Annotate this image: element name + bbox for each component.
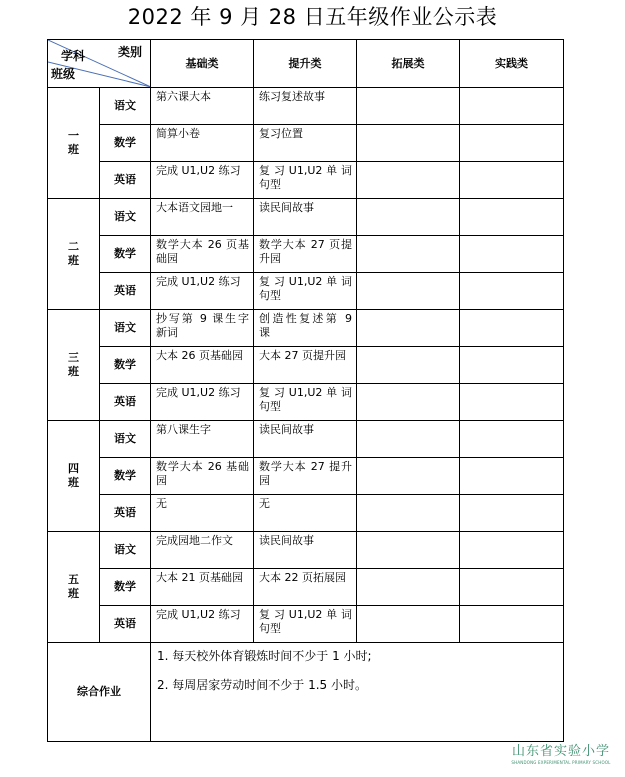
- basic-homework-cell: [151, 310, 254, 347]
- cell-line: 读民间故事: [259, 201, 314, 214]
- table-row: [48, 347, 564, 384]
- basic-homework-cell: [151, 458, 254, 495]
- advanced-homework-cell: [254, 421, 357, 458]
- table-row: [48, 236, 564, 273]
- advanced-homework-cell: [254, 273, 357, 310]
- advanced-homework-cell: [254, 569, 357, 606]
- basic-homework-cell: [151, 384, 254, 421]
- extended-homework-cell: [357, 569, 460, 606]
- table-row: [48, 606, 564, 643]
- table-row: [48, 421, 564, 458]
- advanced-homework-cell: [254, 236, 357, 273]
- subject-cell: 数学: [100, 125, 151, 162]
- cell-line: 大本语文园地一: [156, 201, 233, 214]
- cell-line: 完成 U1,U2 练习: [156, 275, 241, 288]
- subject-cell: 语文: [100, 421, 151, 458]
- cell-line: 无: [156, 497, 167, 510]
- extended-homework-cell: [357, 458, 460, 495]
- subject-cell: 数学: [100, 236, 151, 273]
- header-category-label: 类别: [118, 45, 143, 59]
- page-title: 2022 年 9 月 28 日五年级作业公示表: [127, 5, 498, 29]
- extended-homework-cell: [357, 384, 460, 421]
- practice-homework-cell: [460, 458, 564, 495]
- cell-line: 大本 26 页基础园: [156, 349, 243, 362]
- advanced-homework-cell: [254, 606, 357, 643]
- cell-line: 练习复述故事: [259, 90, 325, 103]
- table-row: [48, 273, 564, 310]
- subject-cell: 语文: [100, 199, 151, 236]
- cell-line: 数学大本 26 页基: [156, 238, 249, 251]
- advanced-homework-cell: [254, 88, 357, 125]
- cell-line: 园: [156, 474, 167, 487]
- advanced-homework-cell: [254, 199, 357, 236]
- cell-line: 大本 21 页基础园: [156, 571, 243, 584]
- table-row: [48, 569, 564, 606]
- class-name: 五班: [68, 573, 79, 600]
- class-name: 一班: [68, 129, 79, 156]
- table-row: [48, 458, 564, 495]
- class-name-cell: [48, 532, 100, 643]
- column-header-advanced: 提升类: [254, 40, 357, 88]
- cell-line: 无: [259, 497, 270, 510]
- table-row: [48, 125, 564, 162]
- subject-cell: 英语: [100, 273, 151, 310]
- logo-english-name: SHANDONG EXPERIMENTAL PRIMARY SCHOOL: [511, 760, 611, 765]
- diagonal-header-cell: [48, 40, 151, 88]
- advanced-homework-cell: [254, 458, 357, 495]
- table-row: [48, 384, 564, 421]
- cell-line: 句型: [259, 178, 281, 191]
- practice-homework-cell: [460, 347, 564, 384]
- table-row: [48, 532, 564, 569]
- table-row: [48, 310, 564, 347]
- practice-homework-cell: [460, 495, 564, 532]
- cell-line: 新词: [156, 326, 178, 339]
- extended-homework-cell: [357, 421, 460, 458]
- cell-line: 抄写第 9 课生字: [156, 312, 249, 325]
- cell-line: 数学大本 26 基础: [156, 460, 249, 473]
- table-row: [48, 199, 564, 236]
- advanced-homework-cell: [254, 495, 357, 532]
- extended-homework-cell: [357, 125, 460, 162]
- practice-homework-cell: [460, 421, 564, 458]
- cell-line: 读民间故事: [259, 423, 314, 436]
- class-name-cell: [48, 421, 100, 532]
- advanced-homework-cell: [254, 125, 357, 162]
- basic-homework-cell: [151, 88, 254, 125]
- advanced-homework-cell: [254, 310, 357, 347]
- extended-homework-cell: [357, 88, 460, 125]
- subject-cell: 英语: [100, 162, 151, 199]
- column-header-basic: 基础类: [151, 40, 254, 88]
- practice-homework-cell: [460, 532, 564, 569]
- cell-line: 数学大本 27 提升: [259, 460, 352, 473]
- basic-homework-cell: [151, 162, 254, 199]
- subject-cell: 语文: [100, 310, 151, 347]
- cell-line: 读民间故事: [259, 534, 314, 547]
- class-name-cell: [48, 199, 100, 310]
- basic-homework-cell: [151, 199, 254, 236]
- basic-homework-cell: [151, 532, 254, 569]
- basic-homework-cell: [151, 569, 254, 606]
- table-row: [48, 88, 564, 125]
- school-logo: [501, 744, 621, 766]
- practice-homework-cell: [460, 199, 564, 236]
- basic-homework-cell: [151, 125, 254, 162]
- class-name-cell: [48, 88, 100, 199]
- subject-cell: 语文: [100, 88, 151, 125]
- cell-line: 课: [259, 326, 270, 339]
- extended-homework-cell: [357, 347, 460, 384]
- advanced-homework-cell: [254, 162, 357, 199]
- subject-cell: 语文: [100, 532, 151, 569]
- practice-homework-cell: [460, 606, 564, 643]
- subject-cell: 数学: [100, 347, 151, 384]
- basic-homework-cell: [151, 421, 254, 458]
- class-name-cell: [48, 310, 100, 421]
- practice-homework-cell: [460, 236, 564, 273]
- cell-line: 句型: [259, 289, 281, 302]
- basic-homework-cell: [151, 347, 254, 384]
- extended-homework-cell: [357, 236, 460, 273]
- advanced-homework-cell: [254, 347, 357, 384]
- header-row: [48, 40, 564, 88]
- cell-line: 句型: [259, 622, 281, 635]
- column-header-practice: 实践类: [460, 40, 564, 88]
- summary-item: 2. 每周居家劳动时间不少于 1.5 小时。: [157, 678, 367, 692]
- cell-line: 完成 U1,U2 练习: [156, 386, 241, 399]
- cell-line: 复习位置: [259, 127, 303, 140]
- cell-line: 简算小卷: [156, 127, 200, 140]
- cell-line: 复 习 U1,U2 单 词: [259, 386, 352, 399]
- subject-cell: 数学: [100, 458, 151, 495]
- homework-table: [47, 39, 564, 742]
- cell-line: 升园: [259, 252, 281, 265]
- cell-line: 句型: [259, 400, 281, 413]
- cell-line: 础园: [156, 252, 178, 265]
- extended-homework-cell: [357, 606, 460, 643]
- extended-homework-cell: [357, 199, 460, 236]
- practice-homework-cell: [460, 88, 564, 125]
- logo-chinese-name: 山东省实验小学: [511, 744, 610, 759]
- cell-line: 第八课生字: [156, 423, 211, 436]
- advanced-homework-cell: [254, 532, 357, 569]
- extended-homework-cell: [357, 532, 460, 569]
- practice-homework-cell: [460, 310, 564, 347]
- cell-line: 园: [259, 474, 270, 487]
- class-name: 三班: [68, 351, 79, 378]
- advanced-homework-cell: [254, 384, 357, 421]
- extended-homework-cell: [357, 273, 460, 310]
- subject-cell: 英语: [100, 384, 151, 421]
- cell-line: 复 习 U1,U2 单 词: [259, 608, 352, 621]
- practice-homework-cell: [460, 162, 564, 199]
- practice-homework-cell: [460, 569, 564, 606]
- cell-line: 完成 U1,U2 练习: [156, 164, 241, 177]
- basic-homework-cell: [151, 273, 254, 310]
- table-row: [48, 162, 564, 199]
- basic-homework-cell: [151, 236, 254, 273]
- subject-cell: 英语: [100, 495, 151, 532]
- class-name: 二班: [68, 240, 79, 267]
- class-name: 四班: [68, 462, 79, 489]
- table-row: [48, 495, 564, 532]
- extended-homework-cell: [357, 162, 460, 199]
- cell-line: 大本 22 页拓展园: [259, 571, 346, 584]
- summary-item: 1. 每天校外体育锻炼时间不少于 1 小时;: [157, 649, 372, 663]
- subject-cell: 数学: [100, 569, 151, 606]
- cell-line: 复 习 U1,U2 单 词: [259, 164, 352, 177]
- cell-line: 大本 27 页提升园: [259, 349, 346, 362]
- extended-homework-cell: [357, 310, 460, 347]
- header-subject-label: 学科: [61, 49, 86, 63]
- practice-homework-cell: [460, 273, 564, 310]
- cell-line: 数学大本 27 页提: [259, 238, 352, 251]
- summary-label: 综合作业: [48, 643, 151, 742]
- header-class-label: 班级: [51, 67, 76, 81]
- cell-line: 复 习 U1,U2 单 词: [259, 275, 352, 288]
- summary-row: [48, 643, 564, 742]
- practice-homework-cell: [460, 384, 564, 421]
- cell-line: 完成 U1,U2 练习: [156, 608, 241, 621]
- cell-line: 创造性复述第 9: [259, 312, 352, 325]
- basic-homework-cell: [151, 606, 254, 643]
- practice-homework-cell: [460, 125, 564, 162]
- basic-homework-cell: [151, 495, 254, 532]
- cell-line: 第六课大本: [156, 90, 211, 103]
- extended-homework-cell: [357, 495, 460, 532]
- cell-line: 完成园地二作文: [156, 534, 233, 547]
- subject-cell: 英语: [100, 606, 151, 643]
- column-header-extended: 拓展类: [357, 40, 460, 88]
- summary-content: [151, 643, 564, 742]
